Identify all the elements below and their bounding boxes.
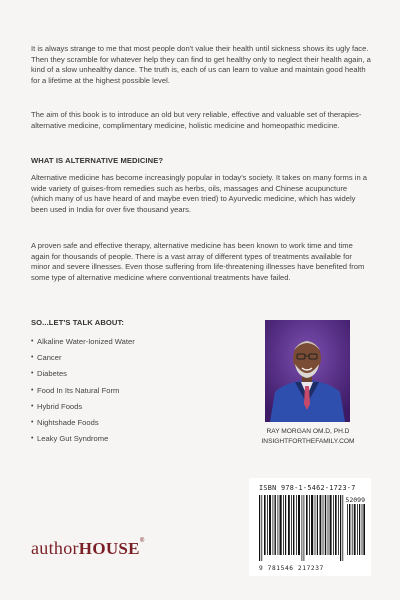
bullet-icon: • xyxy=(31,354,34,362)
isbn-label: ISBN 978-1-5462-1723-7 xyxy=(259,484,356,492)
list-item-label: Hybrid Foods xyxy=(37,401,83,411)
author-website: INSIGHTFORTHEFAMILY.COM xyxy=(261,437,355,445)
logo-part-2: HOUSE xyxy=(78,539,140,558)
author-credit xyxy=(250,427,366,446)
list-item xyxy=(31,369,135,385)
price-code: 52099 xyxy=(345,496,365,504)
list-item xyxy=(31,386,135,402)
barcode-number: 9 781546 217237 xyxy=(259,565,324,572)
author-portrait-illustration xyxy=(265,320,350,422)
list-item xyxy=(31,402,135,418)
intro-paragraph-1: It is always strange to me that most people don't value their health until sickness shows its ugly face. Then they scramble for whatever help they can find to get healthy only to neglect their health again, a kind of a slow unhealthy dance. The truth is, each of us can learn to value and maintain good health for a lifetime at the highest possible level. xyxy=(31,44,371,85)
list-item-label: Leaky Gut Syndrome xyxy=(37,434,109,444)
list-item xyxy=(31,418,135,434)
author-name: RAY MORGAN OM.D, PH.D xyxy=(266,428,350,435)
logo-part-1: author xyxy=(31,538,79,558)
author-photo xyxy=(265,320,350,422)
list-item xyxy=(31,434,135,450)
list-item xyxy=(31,353,135,369)
isbn-barcode xyxy=(249,478,371,576)
bullet-icon: • xyxy=(31,418,34,426)
intro-paragraph-2: The aim of this book is to introduce an old but very reliable, effective and valuable set of therapies-alternative medicine, complimentary medicine, holistic medicine and homeopathic medicine. xyxy=(31,110,362,130)
list-item-label: Alkaline Water-Ionized Water xyxy=(37,337,135,346)
list-item-label: Cancer xyxy=(37,353,62,363)
registered-mark: ® xyxy=(139,538,145,544)
section-paragraph-1: Alternative medicine has become increasingly popular in today's society. It takes on many forms in a wide variety of guises-from remedies such as herbs, oils, massages and Chinese acupuncture (which many of us have heard of and maybe even tried) to Ayurvedic medicine, which has widely been used in India for over five thousand years. xyxy=(31,173,368,214)
barcode-icon xyxy=(249,478,371,576)
list-item-label: Food In Its Natural Form xyxy=(37,385,120,395)
list-item xyxy=(31,337,135,353)
publisher-logo xyxy=(31,538,145,559)
list-item-label: Nightshade Foods xyxy=(37,417,99,427)
bullet-icon: • xyxy=(31,370,34,378)
topics-heading: SO...LET'S TALK ABOUT: xyxy=(31,318,125,327)
list-item-label: Diabetes xyxy=(37,369,67,379)
bullet-icon: • xyxy=(31,386,34,394)
bullet-icon: • xyxy=(31,402,34,410)
section-heading: WHAT IS ALTERNATIVE MEDICINE? xyxy=(31,156,164,165)
bullet-icon: • xyxy=(31,338,34,345)
topics-list xyxy=(31,337,135,450)
section-paragraph-2: A proven safe and effective therapy, alternative medicine has been known to work time and time again for thousands of people. There is a vast array of different types of treatments available for minor and severe illnesses. Even those suffering from life-threatening illnesses have benefited from some type of alternative medicine where conventional treatments have failed. xyxy=(31,241,365,282)
bullet-icon: • xyxy=(31,435,34,443)
